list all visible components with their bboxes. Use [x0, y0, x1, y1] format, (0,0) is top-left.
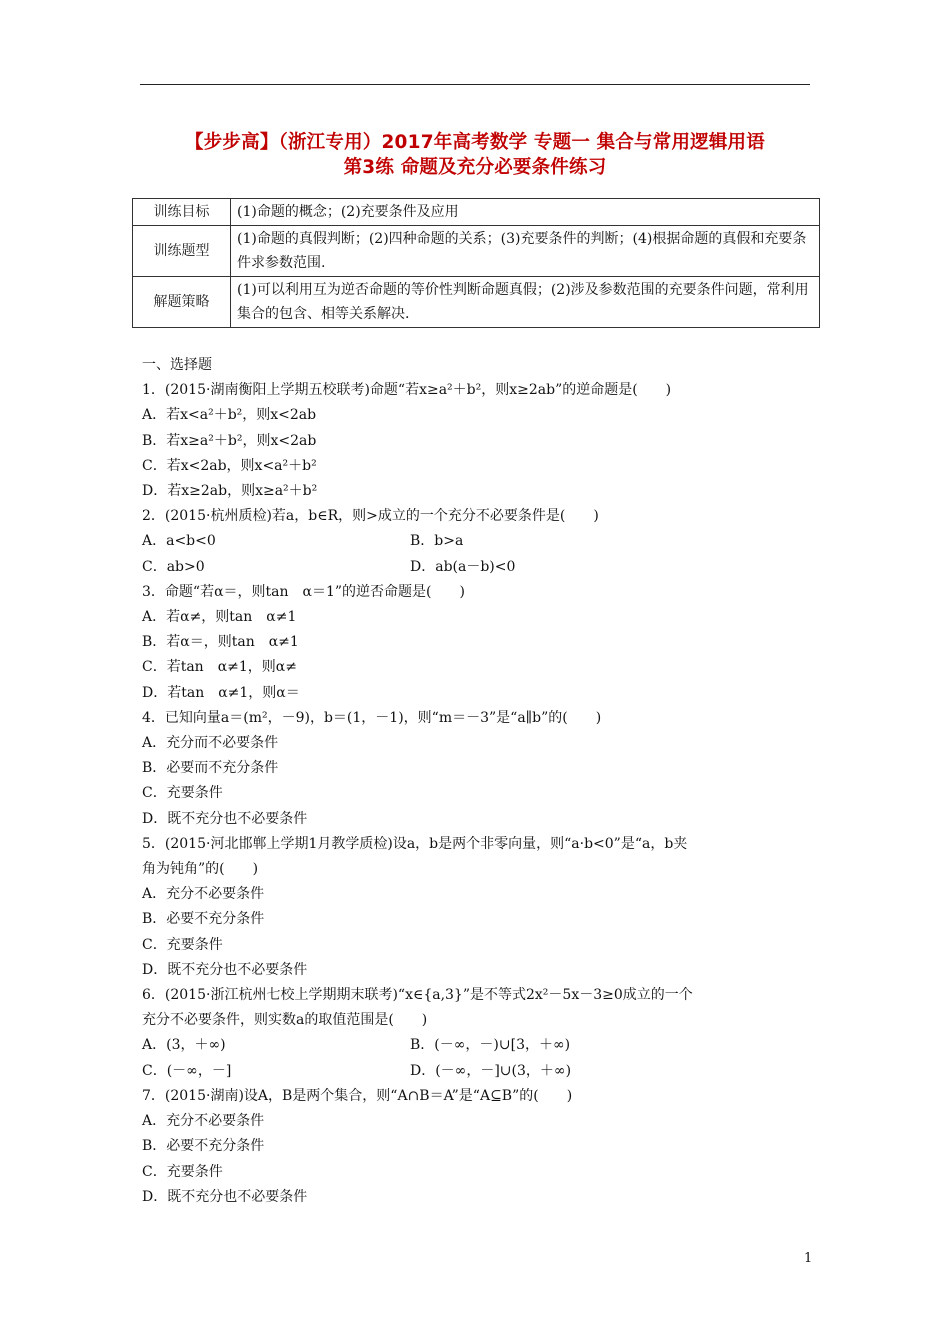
option-d: D．若x≥2ab，则x≥a²＋b² — [142, 483, 318, 500]
option-a: A．充分不必要条件 — [142, 1113, 265, 1130]
option-a: A．a<b<0 — [142, 533, 216, 550]
option-a: A．充分不必要条件 — [142, 886, 265, 903]
option-row — [142, 555, 822, 580]
option-b: B．若α＝，则tan α≠1 — [142, 634, 299, 651]
option-b: B．(－∞，－)∪[3，＋∞) — [410, 1037, 571, 1054]
document-title: 【步步高】（浙江专用）2017年高考数学 专题一 集合与常用逻辑用语 — [185, 132, 765, 153]
option-d: D．若tan α≠1，则α＝ — [142, 684, 300, 701]
option-d: D．既不充分也不必要条件 — [142, 1188, 308, 1205]
table-key-cell: 训练目标 — [133, 199, 231, 226]
question-stem-continued: 充分不必要条件，则实数a的取值范围是( ) — [142, 1012, 428, 1029]
option-row — [142, 529, 822, 554]
table-value-cell: (1)命题的真假判断；(2)四种命题的关系；(3)充要条件的判断；(4)根据命题的真假和充要条件求参数范围. — [231, 226, 820, 277]
option-a: A．若α≠，则tan α≠1 — [142, 609, 297, 626]
table-row — [133, 277, 820, 328]
question-stem: 3．命题“若α＝，则tan α＝1”的逆否命题是( ) — [142, 583, 465, 600]
page-number: 1 — [804, 1251, 813, 1266]
question-stem: 1．(2015·湖南衡阳上学期五校联考)命题“若x≥a²＋b²，则x≥2ab”的逆命题是( ) — [142, 382, 672, 399]
option-c: C．若tan α≠1，则α≠ — [142, 659, 297, 676]
option-d: D．(－∞，－]∪(3，＋∞) — [410, 1062, 572, 1079]
option-a: A．(3，＋∞) — [142, 1037, 226, 1054]
option-c: C．充要条件 — [142, 936, 223, 953]
option-a: A．若x<a²＋b²，则x<2ab — [142, 407, 317, 424]
table-key-cell: 训练题型 — [133, 226, 231, 277]
option-row — [142, 1033, 822, 1058]
option-c: C．若x<2ab，则x<a²＋b² — [142, 457, 317, 474]
option-a: A．充分而不必要条件 — [142, 735, 279, 752]
document-subtitle: 第3练 命题及充分必要条件练习 — [343, 157, 607, 178]
option-b: B．若x≥a²＋b²，则x<2ab — [142, 432, 317, 449]
question-stem: 5．(2015·河北邯郸上学期1月教学质检)设a，b是两个非零向量，则“a·b<0”是“a，b夹 — [142, 835, 688, 852]
question-body — [142, 353, 822, 1210]
option-b: B．b>a — [410, 533, 464, 550]
question-stem-continued: 角为钝角”的( ) — [142, 861, 259, 878]
question-stem: 2．(2015·杭州质检)若a，b∈R，则>成立的一个充分不必要条件是( ) — [142, 508, 599, 525]
option-b: B．必要不充分条件 — [142, 1138, 265, 1155]
question-stem: 6．(2015·浙江杭州七校上学期期末联考)“x∈{a,3}”是不等式2x²－5x－3≥0成立的一个 — [142, 987, 693, 1004]
option-c: C．(－∞，－] — [142, 1062, 232, 1079]
table-key-cell: 解题策略 — [133, 277, 231, 328]
table-value-cell: (1)命题的概念；(2)充要条件及应用 — [231, 199, 820, 226]
table-row — [133, 199, 820, 226]
question-stem: 7．(2015·湖南)设A，B是两个集合，则“A∩B＝A”是“A⊆B”的( ) — [142, 1087, 573, 1104]
training-info-table — [132, 198, 820, 328]
option-b: B．必要不充分条件 — [142, 911, 265, 928]
option-d: D．既不充分也不必要条件 — [142, 810, 308, 827]
option-c: C．充要条件 — [142, 1163, 223, 1180]
table-row — [133, 226, 820, 277]
top-rule — [140, 84, 810, 85]
option-c: C．ab>0 — [142, 558, 205, 575]
option-row — [142, 1059, 822, 1084]
option-c: C．充要条件 — [142, 785, 223, 802]
question-stem: 4．已知向量a＝(m²，－9)，b＝(1，－1)，则“m＝－3”是“a∥b”的( ) — [142, 709, 602, 726]
option-d: D．既不充分也不必要条件 — [142, 961, 308, 978]
table-value-cell: (1)可以利用互为逆否命题的等价性判断命题真假；(2)涉及参数范围的充要条件问题，常利用集合的包含、相等关系解决. — [231, 277, 820, 328]
option-d: D．ab(a－b)<0 — [410, 558, 516, 575]
section-title: 一、选择题 — [142, 357, 212, 373]
option-b: B．必要而不充分条件 — [142, 760, 279, 777]
